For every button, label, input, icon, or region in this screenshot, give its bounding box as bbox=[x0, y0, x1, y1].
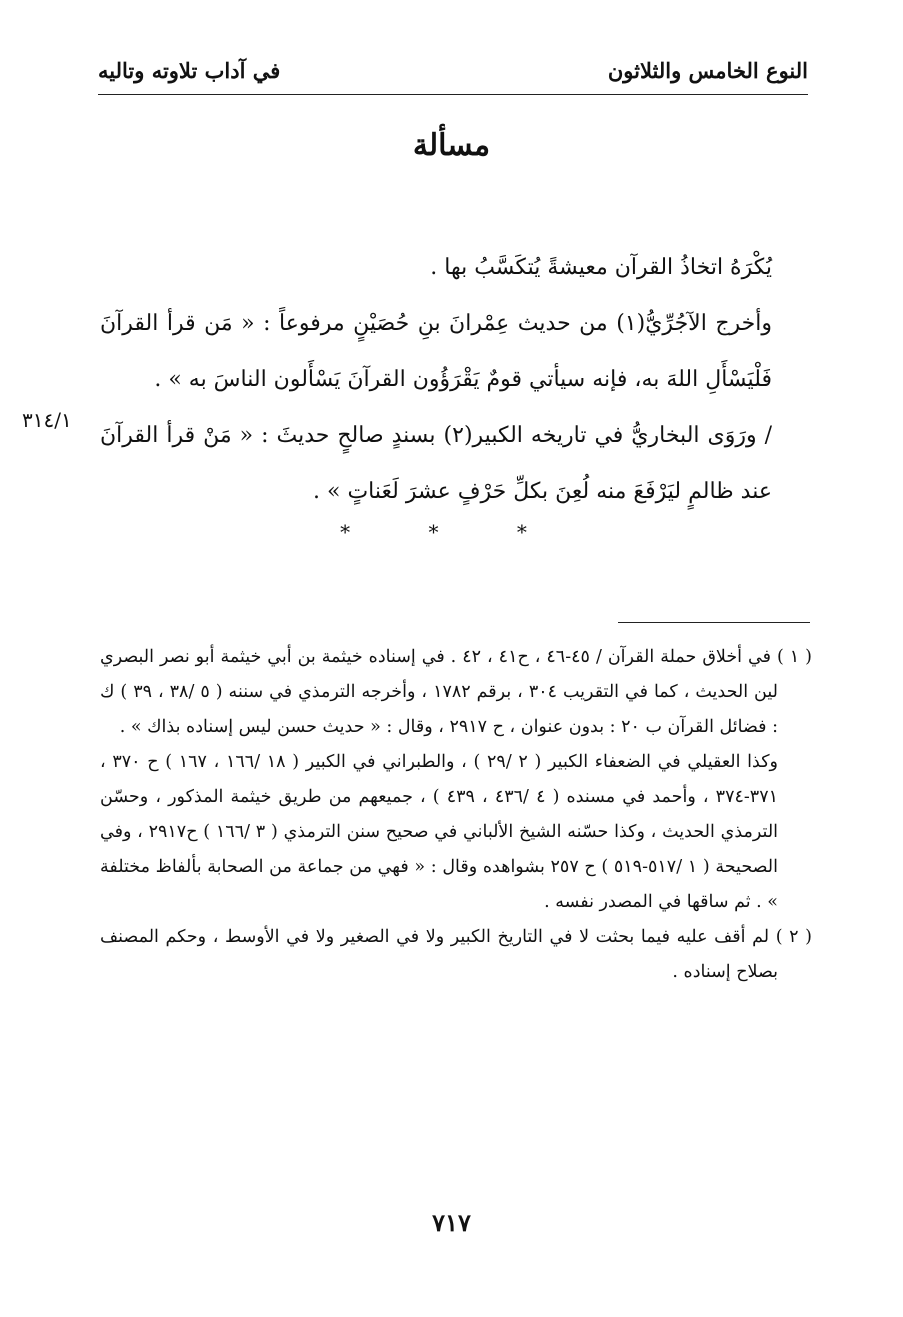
main-text-body bbox=[100, 240, 810, 520]
margin-page-reference: ٣١٤/١ bbox=[22, 408, 72, 432]
page-title: مسألة bbox=[412, 128, 491, 163]
footnote: ( ٢ ) لم أقف عليه فيما بحثت لا في التاريخ الكبير ولا في الصغير ولا في الأوسط ، وحكم المصنف بصلاح إسناده . bbox=[100, 927, 813, 982]
footnote: ( ١ ) في أخلاق حملة القرآن / ٤٥-٤٦ ، ح٤١ ، ٤٢ . في إسناده خيثمة بن أبي خيثمة أبو نصر البصري لين الحديث ، كما في التقريب ٣٠٤ ، برقم ١٧٨٢ ، وأخرجه الترمذي في سننه ( ٥ /٣٨ ، ٣٩ ) ك : فضائل القرآن ب ٢٠ : بدون عنوان ، ح ٢٩١٧ ، وقال : « حديث حسن ليس إسناده بذاك » . bbox=[100, 647, 812, 737]
paragraph: يُكْرَهُ اتخاذُ القرآن معيشةً يُتكَسَّبُ بها . bbox=[430, 255, 772, 280]
running-header bbox=[98, 54, 808, 95]
footnote-separator-line bbox=[618, 622, 810, 623]
paragraph: / ورَوَى البخاريُّ في تاريخه الكبير(٢) بسندٍ صالحٍ حديثَ : « مَنْ قرأ القرآنَ عند ظالمٍ ليَرْفَعَ منه لُعِنَ بكلِّ حَرْفٍ عشرَ لَعَناتٍ » . bbox=[100, 423, 772, 504]
footnote-continuation: وكذا العقيلي في الضعفاء الكبير ( ٢ /٢٩ ) ، والطبراني في الكبير ( ١٨ /١٦٦ ، ١٦٧ ) ح ٣٧٠ ، ٣٧١-٣٧٤ ، وأحمد في مسنده ( ٤ /٤٣٦ ، ٤٣٩ ) ، جميعهم من طريق خيثمة المذكور ، وحسّن الترمذي الحديث ، وكذا حسّنه الشيخ الألباني في صحيح سنن الترمذي ( ٣ /١٦٦ ) ح٢٩١٧ ، وفي الصحيحة ( ١ /٥١٧-٥١٩ ) ح ٢٥٧ بشواهده وقال : « فهي من جماعة من الصحابة بألفاظ مختلفة » . ثم ساقها في المصدر نفسه . bbox=[100, 752, 779, 912]
section-separator-stars: * * * bbox=[340, 520, 563, 544]
page-number: ٧١٧ bbox=[432, 1208, 471, 1237]
chapter-title: النوع الخامس والثلاثون bbox=[607, 58, 808, 83]
paragraph: وأخرج الآجُرِّيُّ(١) من حديث عِمْرانَ بنِ حُصَيْنٍ مرفوعاً : « مَن قرأ القرآنَ فَلْيَسْأَلِ اللهَ به، فإنه سيأتي قومٌ يَقْرَؤُون القرآنَ يَسْأَلون الناسَ به » . bbox=[100, 311, 772, 392]
section-running-title: في آداب تلاوته وتاليه bbox=[98, 58, 281, 83]
footnotes bbox=[100, 640, 812, 990]
